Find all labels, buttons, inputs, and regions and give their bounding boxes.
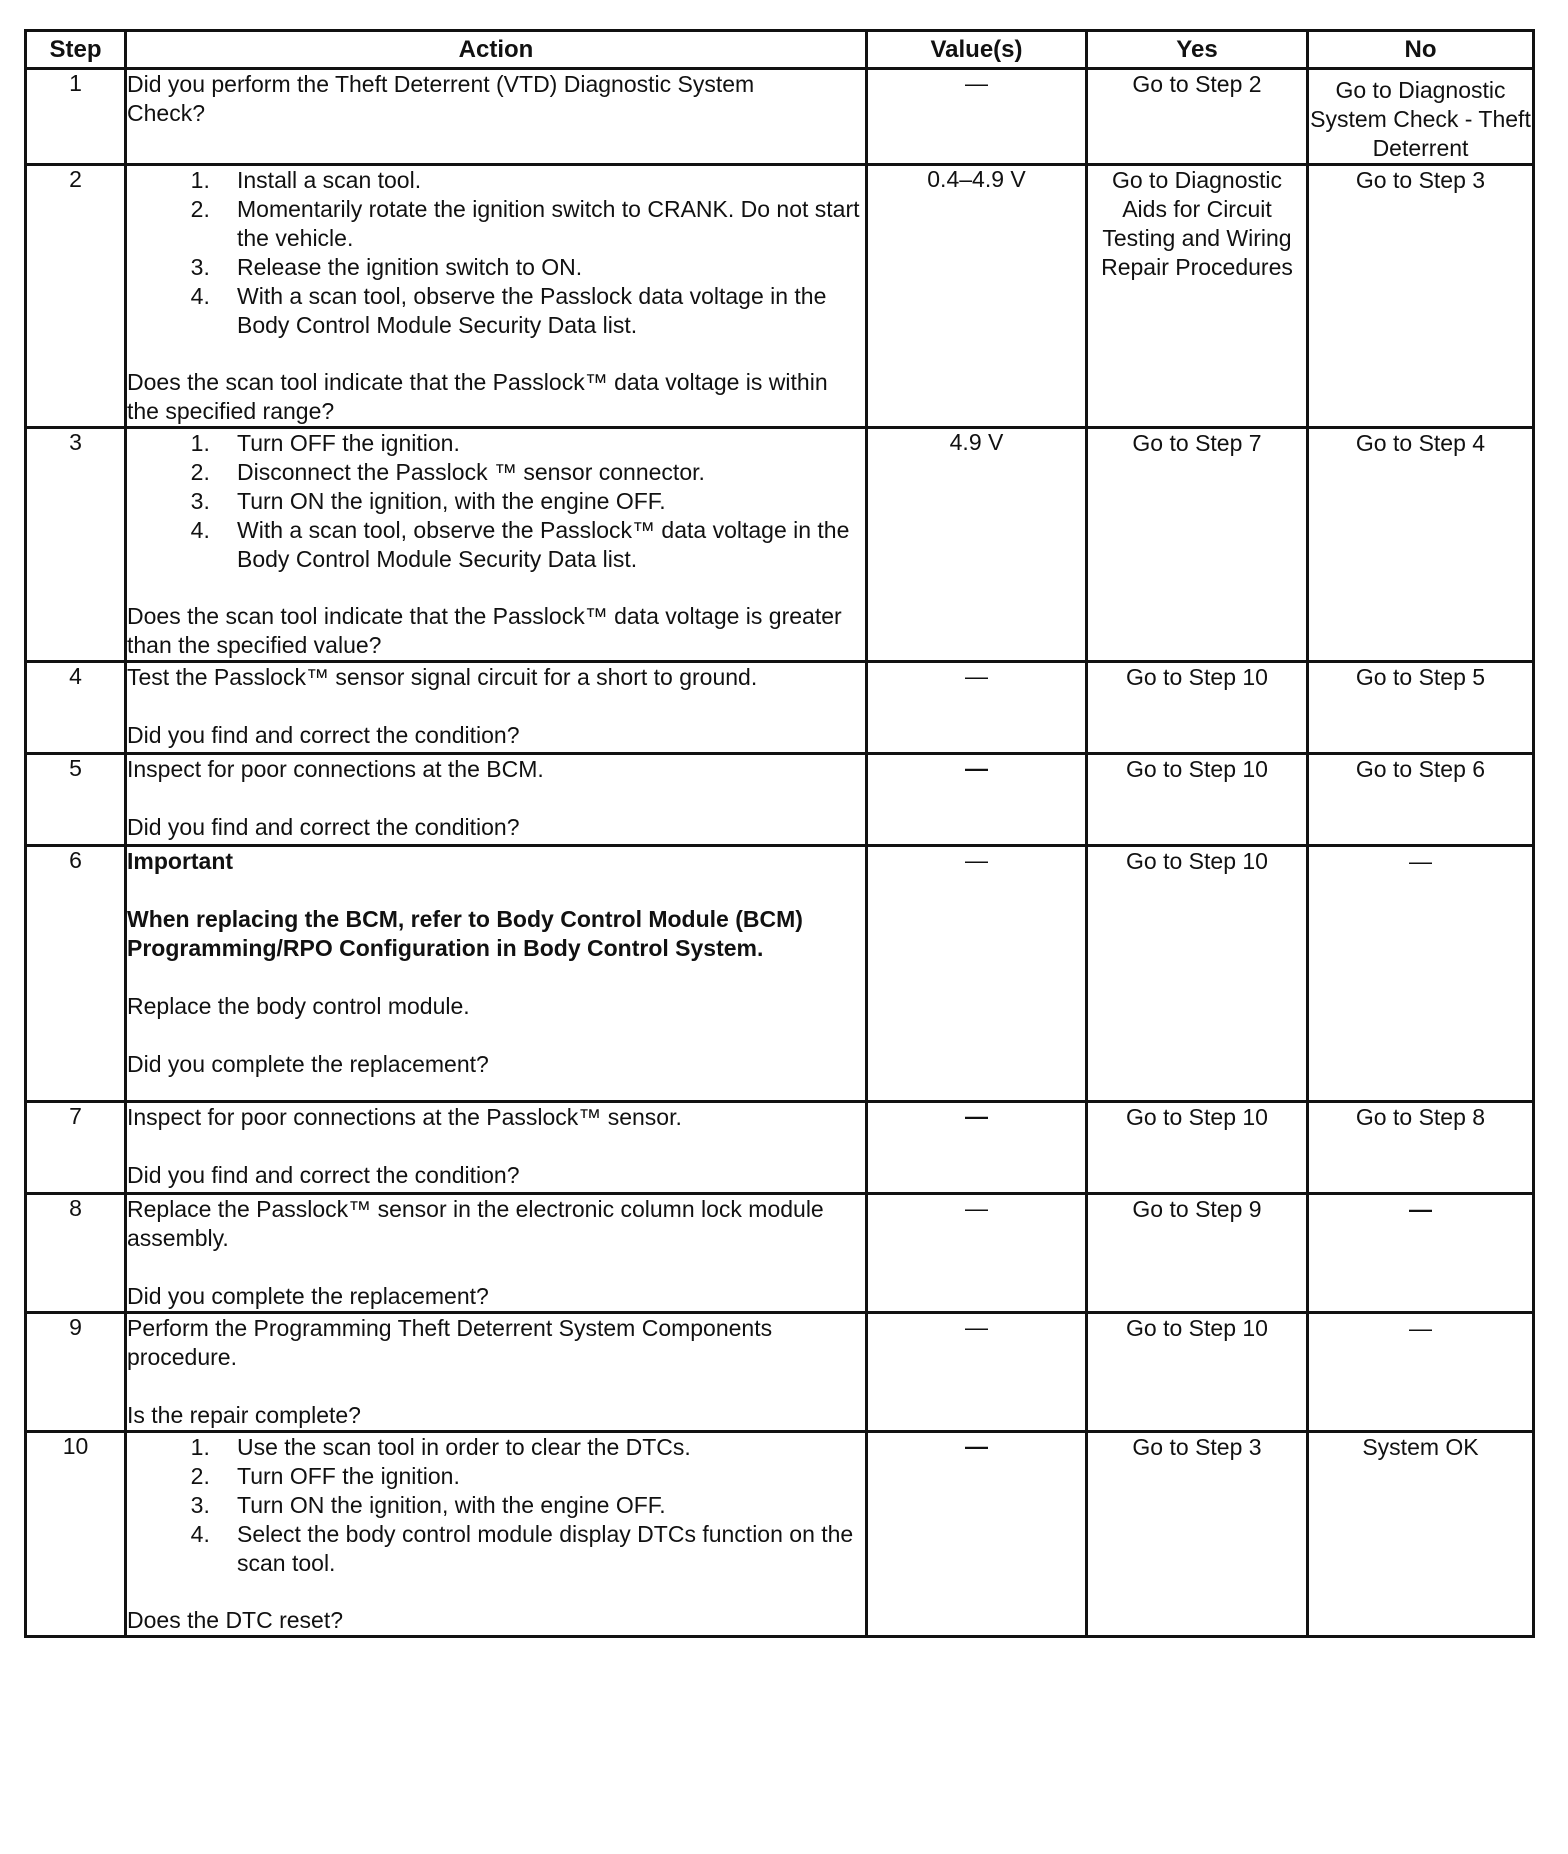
action-cell [126,428,867,662]
header-no: No [1308,31,1534,69]
instruction-item: 1. Use the scan tool in order to clear the DTCs. [229,1433,865,1462]
instruction-item: 2. Momentarily rotate the ignition switch to CRANK. Do not start the vehicle. [229,195,865,253]
instruction-item: 3. Turn ON the ignition, with the engine OFF. [229,1491,865,1520]
no-cell: Go to Step 5 [1308,662,1534,754]
table-row [26,846,1534,1102]
yes-cell: Go to Step 10 [1087,1102,1308,1194]
action-question: Is the repair complete? [127,1402,361,1428]
important-title: Important [127,848,234,874]
table-row [26,754,1534,846]
action-cell [126,846,867,1102]
action-question: Does the DTC reset? [127,1607,344,1633]
table-row [26,165,1534,428]
table-row [26,662,1534,754]
instruction-item: 2. Disconnect the Passlock ™ sensor connector. [229,458,865,487]
yes-cell: Go to Step 7 [1087,428,1308,662]
no-cell: — [1308,1313,1534,1432]
table-row [26,1432,1534,1637]
action-question: Did you perform the Theft Deterrent (VTD) Diagnostic System Check? [127,71,755,126]
step-number: 1 [26,69,126,165]
action-question: Does the scan tool indicate that the Passlock™ data voltage is within the specified range? [127,369,828,424]
table-row [26,1313,1534,1432]
header-values: Value(s) [867,31,1087,69]
yes-cell: Go to Step 3 [1087,1432,1308,1637]
no-cell: Go to Step 3 [1308,165,1534,428]
action-question: Did you find and correct the condition? [127,1162,520,1188]
value-cell: — [867,1432,1087,1637]
action-text: Replace the body control module. [127,993,470,1019]
header-step: Step [26,31,126,69]
important-text: When replacing the BCM, refer to Body Control Module (BCM) Programming/RPO Configuration in Body Control System. [127,906,803,961]
header-yes: Yes [1087,31,1308,69]
yes-cell: Go to Step 10 [1087,662,1308,754]
instruction-item: 3. Turn ON the ignition, with the engine OFF. [229,487,865,516]
step-number: 9 [26,1313,126,1432]
step-number: 6 [26,846,126,1102]
yes-cell: Go to Diagnostic Aids for Circuit Testing and Wiring Repair Procedures [1087,165,1308,428]
action-cell [126,1432,867,1637]
value-cell: 4.9 V [867,428,1087,662]
no-cell: — [1308,1194,1534,1313]
action-cell [126,662,867,754]
instruction-item: 2. Turn OFF the ignition. [229,1462,865,1491]
action-cell [126,754,867,846]
action-text: Inspect for poor connections at the Passlock™ sensor. [127,1104,682,1130]
table-row [26,1102,1534,1194]
action-question: Did you find and correct the condition? [127,814,520,840]
yes-cell: Go to Step 10 [1087,1313,1308,1432]
instruction-item: 4. With a scan tool, observe the Passlock data voltage in the Body Control Module Security Data list. [229,282,865,340]
step-number: 3 [26,428,126,662]
action-question: Did you complete the replacement? [127,1283,489,1309]
yes-cell: Go to Step 2 [1087,69,1308,165]
value-cell: — [867,662,1087,754]
yes-cell: Go to Step 9 [1087,1194,1308,1313]
instruction-list [127,1433,865,1578]
instruction-item: 1. Install a scan tool. [229,166,865,195]
action-question: Did you find and correct the condition? [127,722,520,748]
instruction-list [127,429,865,574]
no-cell: Go to Diagnostic System Check - Theft Deterrent [1308,69,1534,165]
action-cell [126,1313,867,1432]
value-cell: — [867,1194,1087,1313]
value-cell: — [867,1102,1087,1194]
step-number: 8 [26,1194,126,1313]
step-number: 7 [26,1102,126,1194]
action-text: Test the Passlock™ sensor signal circuit for a short to ground. [127,664,758,690]
step-number: 2 [26,165,126,428]
header-row [26,31,1534,69]
action-text: Perform the Programming Theft Deterrent System Components procedure. [127,1315,773,1370]
no-cell: Go to Step 6 [1308,754,1534,846]
table-row [26,1194,1534,1313]
action-question: Does the scan tool indicate that the Passlock™ data voltage is greater than the specified value? [127,603,842,658]
step-number: 10 [26,1432,126,1637]
instruction-item: 4. With a scan tool, observe the Passlock™ data voltage in the Body Control Module Security Data list. [229,516,865,574]
header-action: Action [126,31,867,69]
instruction-item: 1. Turn OFF the ignition. [229,429,865,458]
action-cell [126,1194,867,1313]
action-cell [126,69,867,165]
value-cell: — [867,846,1087,1102]
no-cell: Go to Step 4 [1308,428,1534,662]
yes-cell: Go to Step 10 [1087,846,1308,1102]
diagnostic-table [24,29,1535,1638]
no-cell: Go to Step 8 [1308,1102,1534,1194]
value-cell: — [867,754,1087,846]
instruction-item: 3. Release the ignition switch to ON. [229,253,865,282]
step-number: 5 [26,754,126,846]
action-text: Replace the Passlock™ sensor in the electronic column lock module assembly. [127,1196,824,1251]
table-row [26,428,1534,662]
no-cell: — [1308,846,1534,1102]
instruction-item: 4. Select the body control module display DTCs function on the scan tool. [229,1520,865,1578]
value-cell: — [867,1313,1087,1432]
value-cell: — [867,69,1087,165]
action-question: Did you complete the replacement? [127,1051,489,1077]
table-row [26,69,1534,165]
step-number: 4 [26,662,126,754]
action-text: Inspect for poor connections at the BCM. [127,756,544,782]
action-cell [126,1102,867,1194]
value-cell: 0.4–4.9 V [867,165,1087,428]
instruction-list [127,166,865,340]
action-cell [126,165,867,428]
yes-cell: Go to Step 10 [1087,754,1308,846]
no-cell: System OK [1308,1432,1534,1637]
